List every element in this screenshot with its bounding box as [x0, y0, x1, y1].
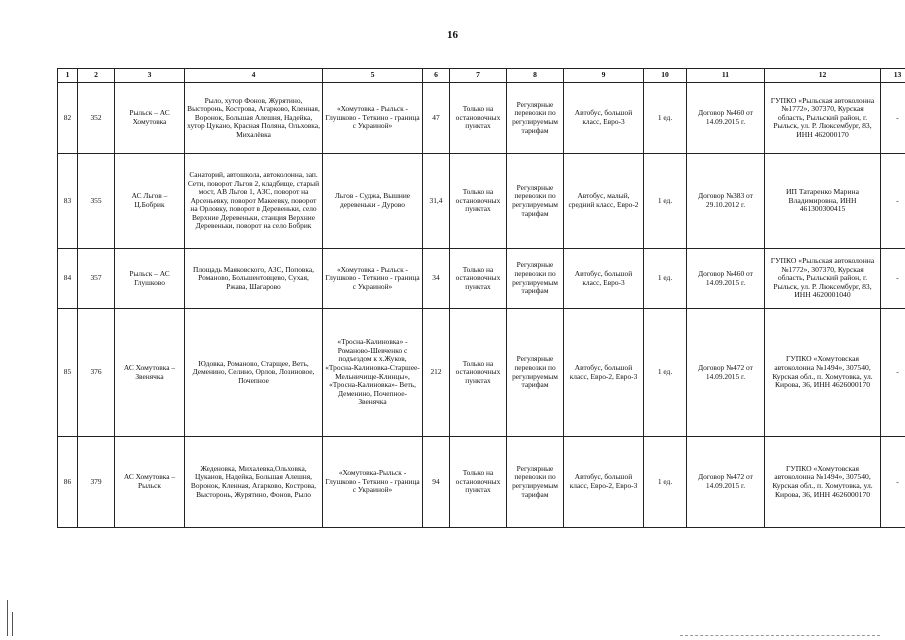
vehicle-count: 1 ед.: [644, 437, 687, 528]
transport-type: Регулярные перевозки по регулируемым тарифам: [507, 83, 564, 154]
carrier: ГУПКО «Рыльская автоколонна №1772», 307370, Курская область, Рыльский район, г. Рыльск, ул. Р. Люксембург, 83, ИНН 4620001040: [765, 249, 881, 309]
table-row: [58, 154, 905, 249]
row-number: 82: [58, 83, 78, 154]
route-number: 379: [78, 437, 115, 528]
vehicle-class: Автобус, большой класс, Евро-3: [564, 83, 644, 154]
route-name: АС Хомутовка – Звенячка: [115, 309, 185, 437]
note: -: [881, 249, 905, 309]
route-name: Рыльск – АС Хомутовка: [115, 83, 185, 154]
carrier: ГУПКО «Хомутовская автоколонна №1494», 307540, Курская обл., п. Хомутовка, ул. Кирова, 36, ИНН 4626000170: [765, 309, 881, 437]
route-streets: «Хомутовка - Рыльск - Глушково - Теткино - граница с Украиной»: [323, 249, 423, 309]
carrier: ГУПКО «Хомутовская автоколонна №1494», 307540, Курская обл., п. Хомутовка, ул. Кирова, 36, ИНН 4626000170: [765, 437, 881, 528]
column-header: 13: [881, 69, 905, 83]
boarding-order: Только на остановочных пунктах: [450, 249, 507, 309]
boarding-order: Только на остановочных пунктах: [450, 437, 507, 528]
transport-type: Регулярные перевозки по регулируемым тарифам: [507, 154, 564, 249]
intermediate-stops: Юдовка, Романово, Старщее, Веть, Деменино, Селино, Орлов, Лозиновое, Почепное: [185, 309, 323, 437]
row-number: 84: [58, 249, 78, 309]
vehicle-class: Автобус, большой класс, Евро-2, Евро-3: [564, 437, 644, 528]
transport-type: Регулярные перевозки по регулируемым тарифам: [507, 309, 564, 437]
vehicle-count: 1 ед.: [644, 309, 687, 437]
contract: Договор №472 от 14.09.2015 г.: [687, 309, 765, 437]
route-number: 357: [78, 249, 115, 309]
column-header: 12: [765, 69, 881, 83]
column-header: 5: [323, 69, 423, 83]
column-header: 4: [185, 69, 323, 83]
intermediate-stops: Жеденовка, Михалевка,Ольховка, Цуканов, Надейка, Большая Алешня, Воронок, Кленная, Агарково, Кострова, Высторонь, Журятино, Фонов, Рыло: [185, 437, 323, 528]
vehicle-count: 1 ед.: [644, 83, 687, 154]
table-row: [58, 437, 905, 528]
route-length: 94: [423, 437, 450, 528]
vehicle-class: Автобус, большой класс, Евро-3: [564, 249, 644, 309]
contract: Договор №460 от 14.09.2015 г.: [687, 83, 765, 154]
note: -: [881, 154, 905, 249]
column-header: 8: [507, 69, 564, 83]
column-header: 7: [450, 69, 507, 83]
route-streets: Льгов - Суджа, Вышние деревеньки - Дурово: [323, 154, 423, 249]
route-name: АС Хомутовка – Рыльск: [115, 437, 185, 528]
row-number: 86: [58, 437, 78, 528]
intermediate-stops: Площадь Маяковского, АЗС, Поповка, Романово, Большентовцево, Сухая, Ржава, Шагарово: [185, 249, 323, 309]
route-streets: «Хомутовка - Рыльск - Глушково - Теткино - граница с Украиной»: [323, 83, 423, 154]
route-length: 212: [423, 309, 450, 437]
route-length: 47: [423, 83, 450, 154]
column-header: 3: [115, 69, 185, 83]
route-length: 34: [423, 249, 450, 309]
contract: Договор №460 от 14.09.2015 г.: [687, 249, 765, 309]
scan-bottom-line: [680, 635, 880, 637]
route-streets: «Хомутовка-Рыльск - Глушково - Теткино - граница с Украиной»: [323, 437, 423, 528]
row-number: 83: [58, 154, 78, 249]
column-header: 11: [687, 69, 765, 83]
table-row: [58, 249, 905, 309]
column-header: 10: [644, 69, 687, 83]
column-header: 6: [423, 69, 450, 83]
row-number: 85: [58, 309, 78, 437]
note: -: [881, 83, 905, 154]
column-header: 2: [78, 69, 115, 83]
transport-type: Регулярные перевозки по регулируемым тарифам: [507, 249, 564, 309]
vehicle-class: Автобус, большой класс, Евро-2, Евро-3: [564, 309, 644, 437]
intermediate-stops: Санаторий, автошкола, автоколонна, зап. Сети, поворот Льгов 2, кладбище, старый мост, АВ Льгов 1, АЗС, поворот на Арсеньевку, поворот Макеевку, поворот на Орловку, поворот в Деревеньки, село Верхние Деревеньки, станция Верхние Деревеньки, поворот на село Бобрик: [185, 154, 323, 249]
transport-type: Регулярные перевозки по регулируемым тарифам: [507, 437, 564, 528]
boarding-order: Только на остановочных пунктах: [450, 83, 507, 154]
route-number: 352: [78, 83, 115, 154]
contract: Договор №383 от 29.10.2012 г.: [687, 154, 765, 249]
table-header-row: [58, 69, 905, 83]
route-number: 355: [78, 154, 115, 249]
route-name: АС Льгов – Ц.Бобрик: [115, 154, 185, 249]
note: -: [881, 309, 905, 437]
column-header: 9: [564, 69, 644, 83]
column-header: 1: [58, 69, 78, 83]
route-number: 376: [78, 309, 115, 437]
table-row: [58, 309, 905, 437]
route-name: Рыльск – АС Глушково: [115, 249, 185, 309]
note: -: [881, 437, 905, 528]
vehicle-class: Автобус, малый, средний класс, Евро-2: [564, 154, 644, 249]
scan-margin-mark: [12, 612, 13, 636]
table-row: [58, 83, 905, 154]
vehicle-count: 1 ед.: [644, 154, 687, 249]
scan-margin-mark: [7, 600, 8, 636]
carrier: ГУПКО «Рыльская автоколонна №1772», 307370, Курская область, Рыльский район, г. Рыльск, ул. Р. Люксембург, 83, ИНН 462000170: [765, 83, 881, 154]
intermediate-stops: Рыло, хутор Фонов, Журятино, Высторонь, Кострова, Агарково, Кленная, Воронок, Большая Алешня, Надейка, хутор Цукано, Красная Поляна, Ольховка, Михалёвка: [185, 83, 323, 154]
contract: Договор №472 от 14.09.2015 г.: [687, 437, 765, 528]
page-number: 16: [447, 29, 458, 41]
route-length: 31,4: [423, 154, 450, 249]
vehicle-count: 1 ед.: [644, 249, 687, 309]
routes-table: [57, 68, 905, 528]
boarding-order: Только на остановочных пунктах: [450, 154, 507, 249]
carrier: ИП Татаренко Марина Владимировна, ИНН 461300300415: [765, 154, 881, 249]
route-streets: «Тросна-Калиновка» - Романово-Шевченко с подъездом к х.Жуков, «Тросна-Калиновка-Старшее-Мельничище-Клинцы», «Тросна-Калиновка»- Веть, Деменино, Почепное-Звенячка: [323, 309, 423, 437]
boarding-order: Только на остановочных пунктах: [450, 309, 507, 437]
